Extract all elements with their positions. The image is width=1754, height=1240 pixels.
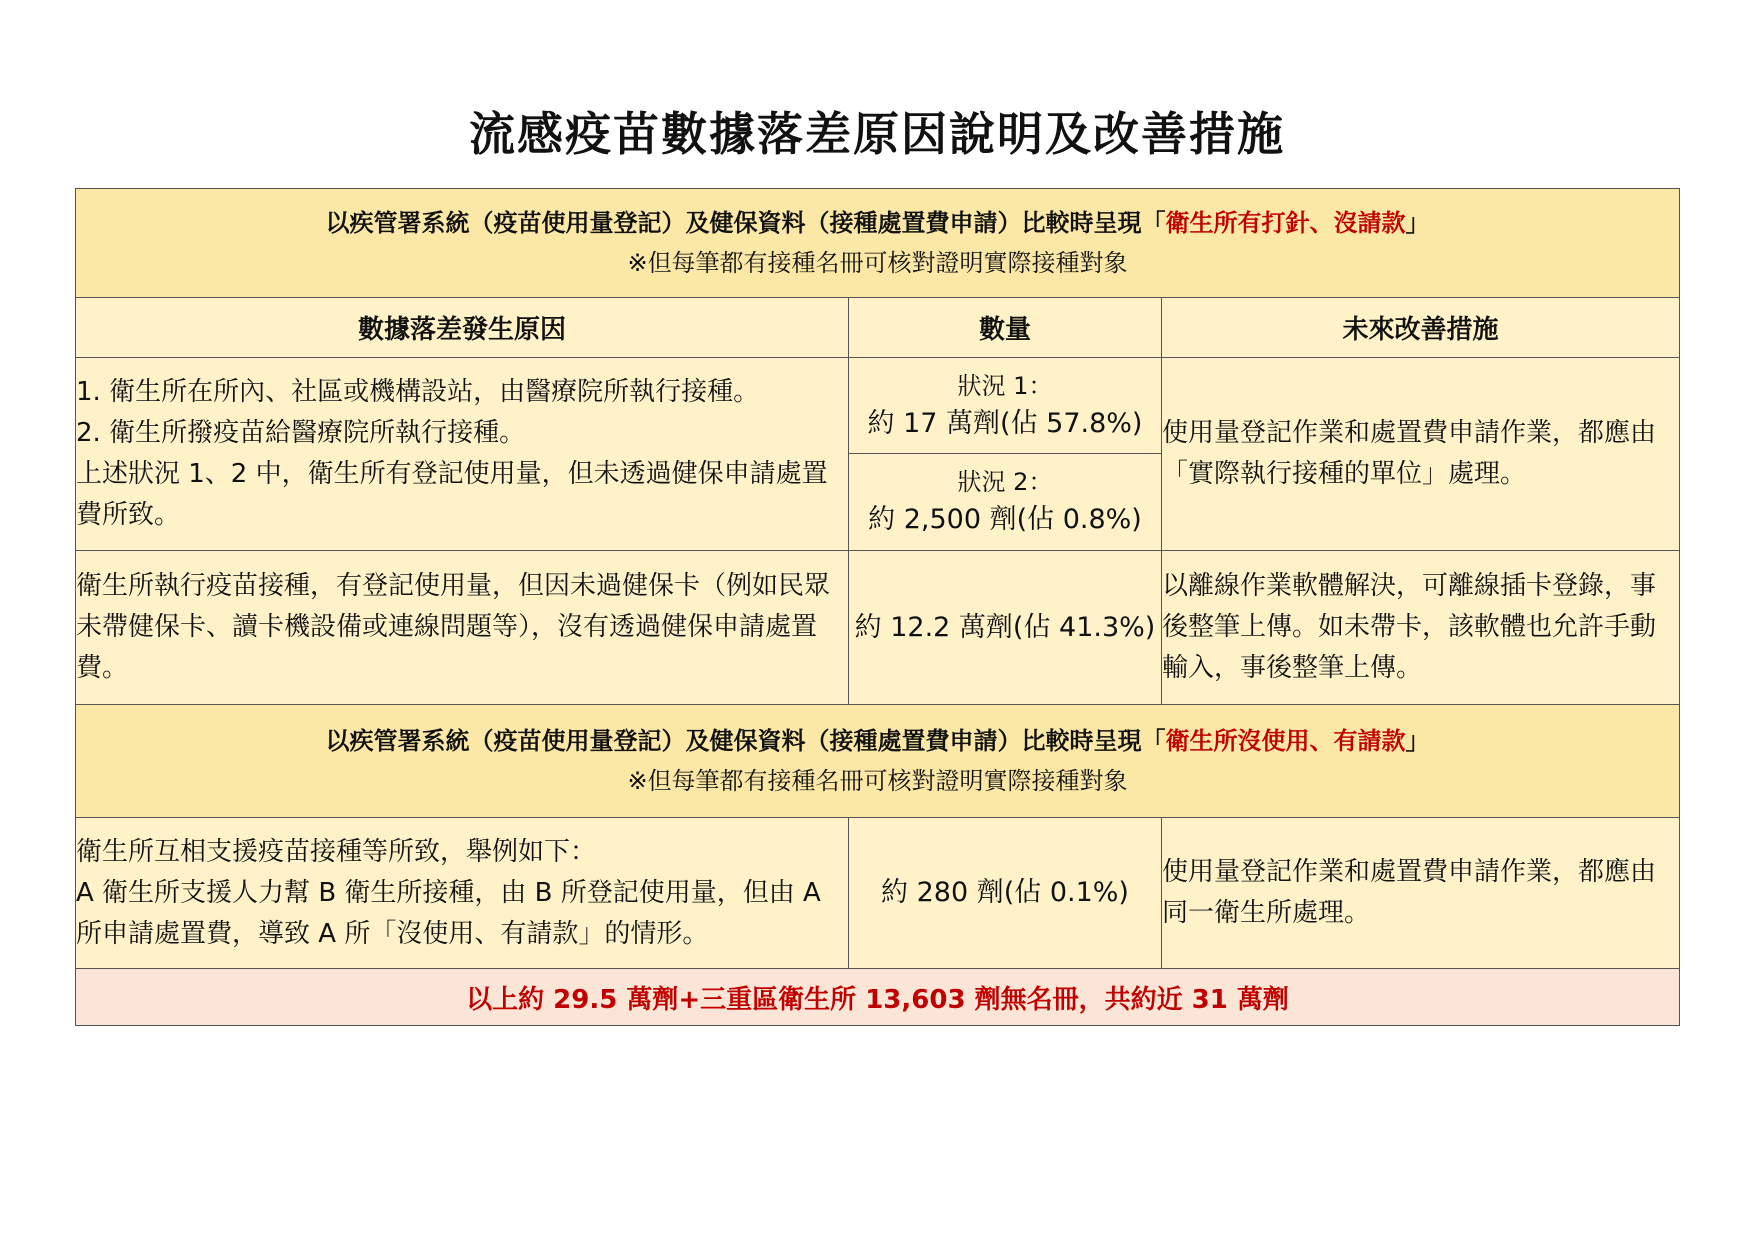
row-3-amount-value: 約 280 劑(佔 0.1%): [881, 877, 1129, 908]
row-1-status-1: [849, 358, 1162, 454]
section-header-2-line1: [76, 721, 1679, 761]
row-1-measure: 使用量登記作業和處置費申請作業，都應由「實際執行接種的單位」處理。: [1162, 358, 1680, 551]
section-header-2-note: ※但每筆都有接種名冊可核對證明實際接種對象: [627, 767, 1128, 795]
status-2-value: 約 2,500 劑(佔 0.8%): [868, 504, 1142, 535]
row-3-reason-line-1: 衛生所互相支援疫苗接種等所致，舉例如下：: [76, 836, 597, 867]
column-header-row: [76, 298, 1680, 358]
section-header-2-suffix: 」: [1405, 727, 1430, 755]
table-row-2: [76, 551, 1680, 705]
row-1-reason-line-2: 2. 衛生所撥疫苗給醫療院所執行接種。: [76, 418, 526, 448]
table-row-1a: [76, 358, 1680, 454]
table-row-3: [76, 818, 1680, 969]
section-header-2: [76, 705, 1680, 818]
section-header-1: [76, 189, 1680, 298]
section-header-2-cell: [76, 705, 1680, 818]
status-1-label: 狀況 1：: [957, 371, 1053, 400]
section-header-2-highlight: 衛生所沒使用、有請款: [1165, 727, 1406, 755]
section-header-1-line1: [76, 203, 1679, 243]
row-3-reason: [76, 818, 849, 969]
summary-row: [76, 969, 1680, 1026]
section-header-1-cell: [76, 189, 1680, 298]
page-title: 流感疫苗數據落差原因說明及改善措施: [469, 107, 1285, 161]
column-header-amount: 數量: [849, 298, 1162, 358]
row-2-reason: 衛生所執行疫苗接種，有登記使用量，但因未過健保卡（例如民眾未帶健保卡、讀卡機設備或連線問題等），沒有透過健保申請處置費。: [76, 551, 849, 705]
row-1-reason-line-1: 1. 衛生所在所內、社區或機構設站，由醫療院所執行接種。: [76, 377, 760, 407]
section-header-1-prefix: 以疾管署系統（疫苗使用量登記）及健保資料（接種處置費申請）比較時呈現「: [325, 209, 1166, 237]
row-2-measure: 以離線作業軟體解決，可離線插卡登錄，事後整筆上傳。如未帶卡，該軟體也允許手動輸入，事後整筆上傳。: [1162, 551, 1680, 705]
row-1-status-2: [849, 454, 1162, 551]
column-header-reason: 數據落差發生原因: [76, 298, 849, 358]
status-1-value: 約 17 萬劑(佔 57.8%): [867, 407, 1143, 439]
discrepancy-table: [75, 188, 1680, 1026]
section-header-1-suffix: 」: [1405, 209, 1430, 237]
row-1-reason-line-3: 上述狀況 1、2 中，衛生所有登記使用量，但未透過健保申請處置費所致。: [76, 459, 828, 530]
row-2-amount-value: 約 12.2 萬劑(佔 41.3%): [854, 611, 1156, 643]
summary-text: 以上約 29.5 萬劑+三重區衛生所 13,603 劑無名冊，共約近 31 萬劑: [76, 969, 1680, 1026]
column-header-measure: 未來改善措施: [1162, 298, 1680, 358]
row-2-amount: [849, 551, 1162, 705]
section-header-1-highlight: 衛生所有打針、沒請款: [1165, 209, 1406, 237]
status-2-label: 狀況 2：: [957, 468, 1053, 496]
row-3-reason-line-2: A 衛生所支援人力幫 B 衛生所接種，由 B 所登記使用量，但由 A 所申請處置費，導致 A 所「沒使用、有請款」的情形。: [76, 877, 821, 949]
row-3-amount: [849, 818, 1162, 969]
row-3-measure: 使用量登記作業和處置費申請作業，都應由同一衛生所處理。: [1162, 818, 1680, 969]
section-header-2-prefix: 以疾管署系統（疫苗使用量登記）及健保資料（接種處置費申請）比較時呈現「: [325, 727, 1166, 755]
row-1-reason: [76, 358, 849, 551]
section-header-1-note: ※但每筆都有接種名冊可核對證明實際接種對象: [627, 249, 1128, 277]
